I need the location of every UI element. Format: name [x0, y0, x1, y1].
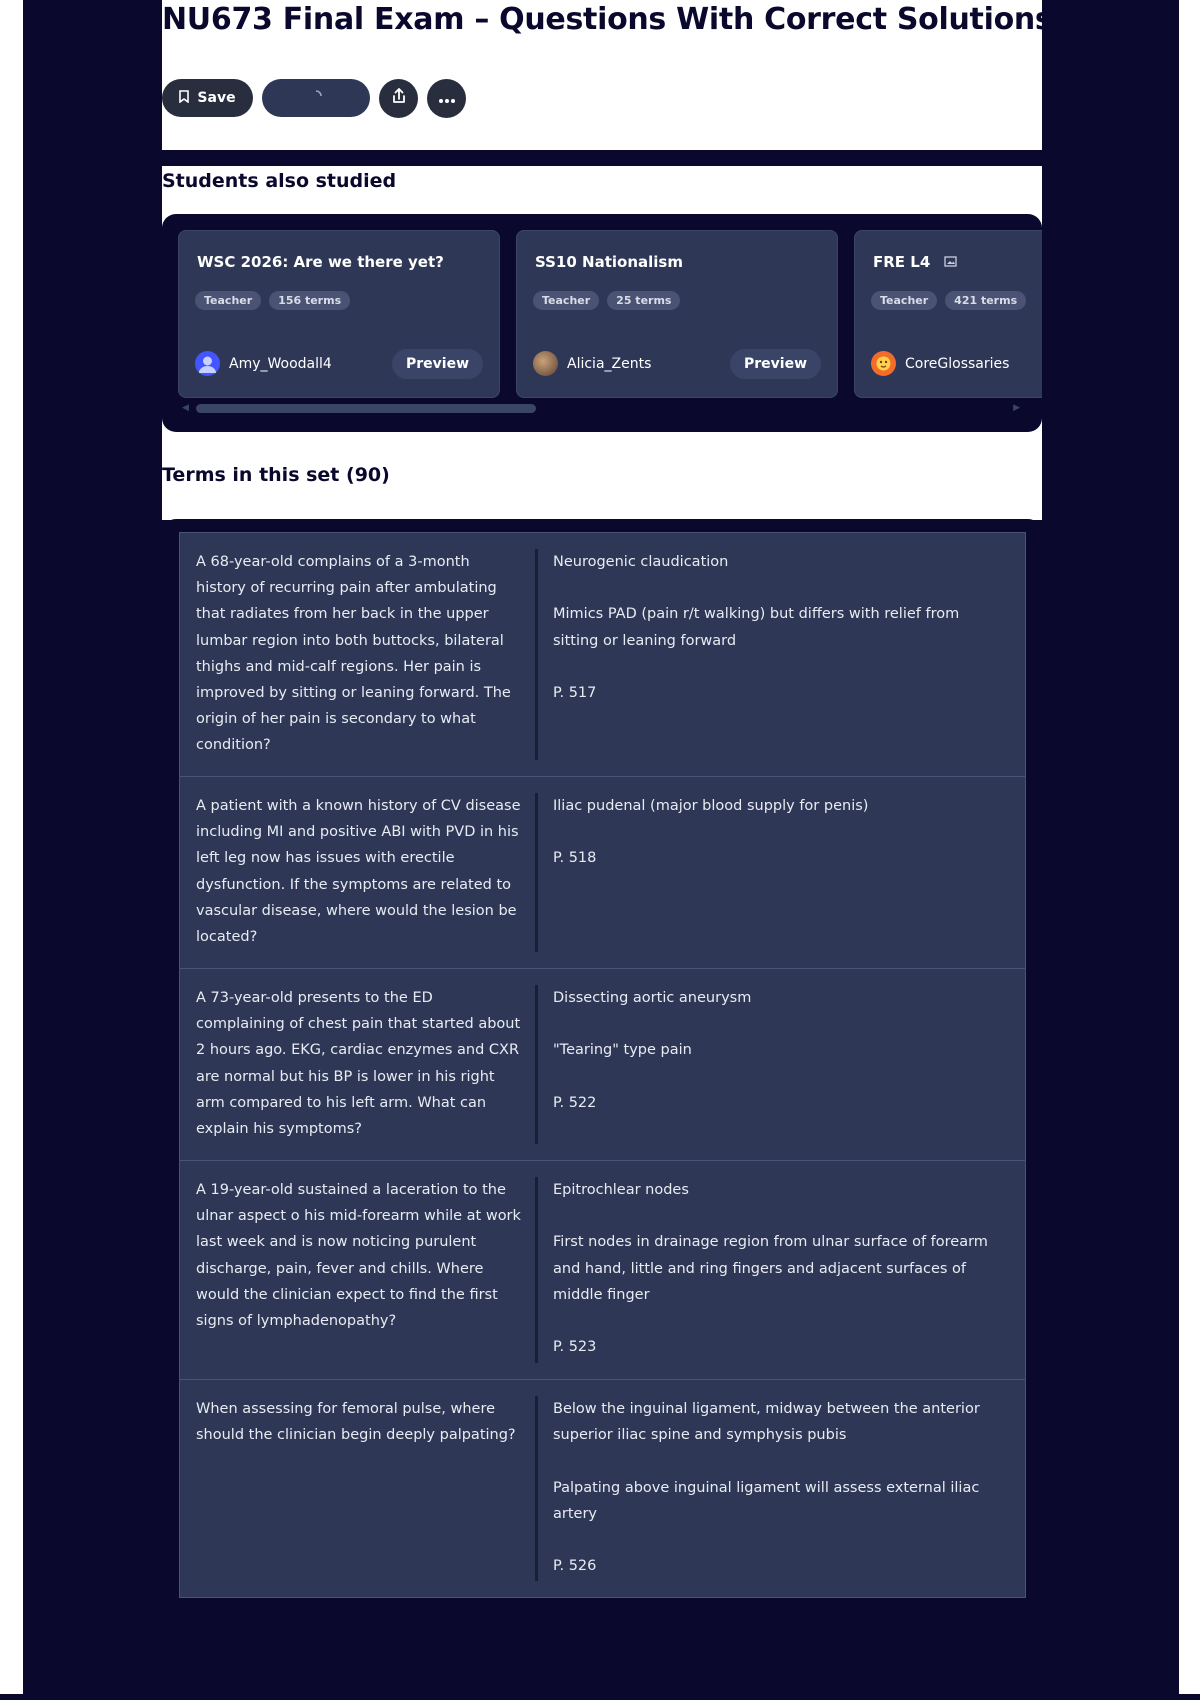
term-row[interactable] [179, 1379, 1026, 1598]
author-name: Alicia_Zents [567, 355, 652, 372]
bookmark-icon [179, 90, 189, 107]
answer-line: P. 518 [553, 850, 597, 867]
answer-line: P. 522 [553, 1094, 597, 1111]
save-label: Save [197, 90, 236, 106]
section-heading-studied: Students also studied [162, 170, 397, 192]
page-title: NU673 Final Exam – Questions With Correct Solutions [162, 2, 1053, 37]
author-name: CoreGlossaries [905, 355, 1010, 372]
bottom-edge [0, 1694, 1200, 1700]
action-row [162, 78, 466, 118]
answer-line: P. 526 [553, 1558, 597, 1575]
term-question: A 73-year-old presents to the ED complaining of chest pain that started about 2 hours ago. EKG, cardiac enzymes and CXR are normal but his BP is lower in his right arm compared to his left arm. What can explain his symptoms? [180, 985, 538, 1144]
scroll-left-icon[interactable]: ◀ [182, 403, 189, 413]
carousel-scrollbar[interactable] [180, 404, 1022, 413]
save-button[interactable] [162, 79, 253, 117]
term-question: A 19-year-old sustained a laceration to the ulnar aspect o his mid-forearm while at work last week and is now noticing purulent discharge, pain, fever and chills. Where would the clinician expect to find the first signs of lymphadenopathy? [180, 1177, 538, 1363]
answer-line: "Tearing" type pain [553, 1042, 692, 1059]
term-answer [538, 1177, 1025, 1363]
card-title: SS10 Nationalism [535, 253, 683, 271]
term-question: When assessing for femoral pulse, where should the clinician begin deeply palpating? [180, 1396, 538, 1581]
term-answer [538, 549, 1025, 760]
term-answer [538, 1396, 1025, 1581]
more-dots-icon [438, 89, 456, 108]
card-tags [533, 291, 680, 310]
study-set-card[interactable] [516, 230, 838, 398]
loading-button[interactable] [262, 79, 370, 117]
spinner-icon [309, 89, 323, 107]
card-tags [871, 291, 1026, 310]
study-set-card[interactable] [178, 230, 500, 398]
term-question: A 68-year-old complains of a 3-month history of recurring pain after ambulating that radiates from her back in the upper lumbar region into both buttocks, bilateral thighs and mid-calf regions. Her pain is improved by sitting or leaning forward. The origin of her pain is secondary to what condition? [180, 549, 538, 760]
image-icon [944, 253, 957, 271]
divider-band [162, 150, 1042, 166]
answer-line: P. 517 [553, 684, 597, 701]
share-icon [390, 87, 408, 109]
term-answer [538, 985, 1025, 1144]
answer-line: Epitrochlear nodes [553, 1182, 689, 1198]
term-row[interactable] [179, 1160, 1026, 1380]
term-question: A patient with a known history of CV disease including MI and positive ABI with PVD in his left leg now has issues with erectile dysfunction. If the symptoms are related to vascular disease, where would the lesion be located? [180, 793, 538, 952]
answer-line: Mimics PAD (pain r/t walking) but differs with relief from sitting or leaning forward [553, 606, 960, 649]
answer-line: Iliac pudenal (major blood supply for penis) [553, 798, 869, 814]
card-tags [195, 291, 350, 310]
teacher-tag: Teacher [871, 291, 937, 310]
answer-line: Below the inguinal ligament, midway between the anterior superior iliac spine and symphysis pubis [553, 1401, 980, 1444]
scrollbar-thumb[interactable] [196, 404, 536, 413]
terms-list [179, 533, 1026, 1598]
preview-button[interactable]: Preview [392, 349, 483, 379]
term-count-tag: 25 terms [607, 291, 680, 310]
avatar [195, 351, 220, 376]
term-row[interactable] [179, 776, 1026, 969]
card-author[interactable] [195, 351, 332, 376]
share-button[interactable] [379, 79, 418, 118]
answer-line: P. 523 [553, 1339, 597, 1356]
terms-container [162, 519, 1042, 1700]
avatar [533, 351, 558, 376]
answer-line: Palpating above inguinal ligament will assess external iliac artery [553, 1479, 980, 1522]
card-author[interactable] [533, 351, 651, 376]
author-name: Amy_Woodall4 [229, 355, 332, 372]
studied-carousel[interactable] [162, 214, 1042, 432]
card-title: WSC 2026: Are we there yet? [197, 253, 444, 271]
students-also-studied-section [162, 166, 1042, 440]
term-count-tag: 421 terms [945, 291, 1026, 310]
term-row[interactable] [179, 968, 1026, 1161]
more-options-button[interactable] [427, 79, 466, 118]
preview-button[interactable]: Preview [730, 349, 821, 379]
card-title: FRE L4 [873, 253, 931, 271]
term-row[interactable] [179, 532, 1026, 777]
terms-heading-panel [162, 440, 1042, 520]
header-panel [162, 0, 1053, 150]
answer-line: Dissecting aortic aneurysm [553, 990, 752, 1006]
card-author[interactable] [871, 351, 1009, 376]
main-column [162, 0, 1053, 1700]
answer-line: Neurogenic claudication [553, 554, 729, 570]
teacher-tag: Teacher [195, 291, 261, 310]
term-answer [538, 793, 1025, 952]
avatar [871, 351, 896, 376]
scroll-right-icon[interactable]: ▶ [1013, 403, 1020, 413]
study-set-card[interactable] [854, 230, 1042, 398]
term-count-tag: 156 terms [269, 291, 350, 310]
card-title-row [873, 253, 957, 271]
answer-line: First nodes in drainage region from ulnar surface of forearm and hand, little and ring fingers and adjacent surfaces of middle finger [553, 1234, 988, 1303]
teacher-tag: Teacher [533, 291, 599, 310]
section-heading-terms: Terms in this set (90) [162, 464, 390, 486]
